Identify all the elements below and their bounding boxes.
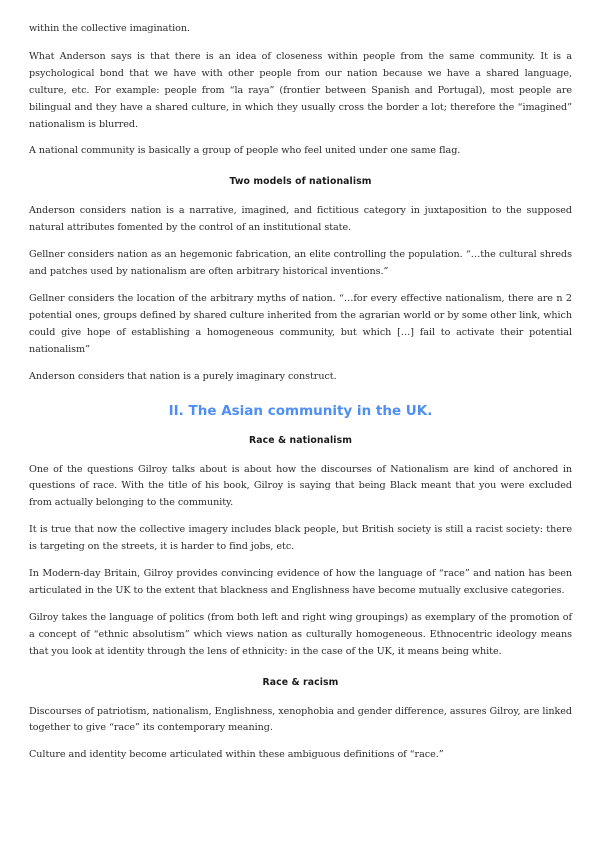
paragraph: Culture and identity become articulated within these ambiguous definitions of “race.”	[29, 749, 444, 761]
subheading-race-nationalism: Race & nationalism	[248, 434, 353, 446]
section-title: II. The Asian community in the UK.	[168, 402, 433, 419]
subheading-two-models: Two models of nationalism	[229, 176, 372, 188]
subheading-race-racism: Race & racism	[262, 676, 339, 688]
paragraph: It is true that now the collective imagery includes black people, but British society is still a racist society: there is targeting on the streets, it is harder to find jobs, etc.	[29, 524, 572, 553]
paragraph: A national community is basically a group of people who feel united under one same flag.	[29, 145, 461, 157]
paragraph: within the collective imagination.	[29, 23, 191, 34]
paragraph: Discourses of patriotism, nationalism, Englishness, xenophobia and gender difference, assures Gilroy, are linked together to give “race” its contemporary meaning.	[29, 705, 572, 734]
paragraph: Gilroy takes the language of politics (from both left and right wing groupings) as exemplary of the promotion of a concept of “ethnic absolutism” which views nation as culturally homogeneous. Ethnocentric ideology means that you look at identity through the lens of ethnicity: in the case of the UK, it means being white.	[29, 611, 572, 657]
paragraph: What Anderson says is that there is an idea of closeness within people from the same community. It is a psychological bond that we have with other people from our nation because we have a shared language, culture, etc. For example: people from “la raya” (frontier between Spanish and Portugal), most people are bilingual and they have a shared culture, in which they usually cross the border a lot; therefore the “imagined” nationalism is blurred.	[29, 50, 572, 130]
paragraph: One of the questions Gilroy talks about is about how the discourses of Nationalism are kind of anchored in questions of race. With the title of his book, Gilroy is saying that being Black meant that you were excluded from actually belonging to the community.	[29, 463, 572, 509]
paragraph: Gellner considers the location of the arbitrary myths of nation. “…for every effective nationalism, there are n 2 potential ones, groups defined by shared culture inherited from the agrarian world or by some other link, which could give hope of establishing a homogeneous community, but which […] fail to activate their potential nationalism”	[29, 292, 572, 355]
paragraph: Anderson considers nation is a narrative, imagined, and fictitious category in juxtaposition to the supposed natural attributes fomented by the control of an institutional state.	[29, 205, 572, 234]
paragraph: Gellner considers nation as an hegemonic fabrication, an elite controlling the population. “…the cultural shreds and patches used by nationalism are often arbitrary historical inventions.”	[29, 249, 572, 278]
paragraph: In Modern-day Britain, Gilroy provides convincing evidence of how the language of “race” and nation has been articulated in the UK to the extent that blackness and Englishness have become mutually exclusive categories.	[29, 568, 572, 596]
paragraph: Anderson considers that nation is a purely imaginary construct.	[29, 370, 337, 382]
